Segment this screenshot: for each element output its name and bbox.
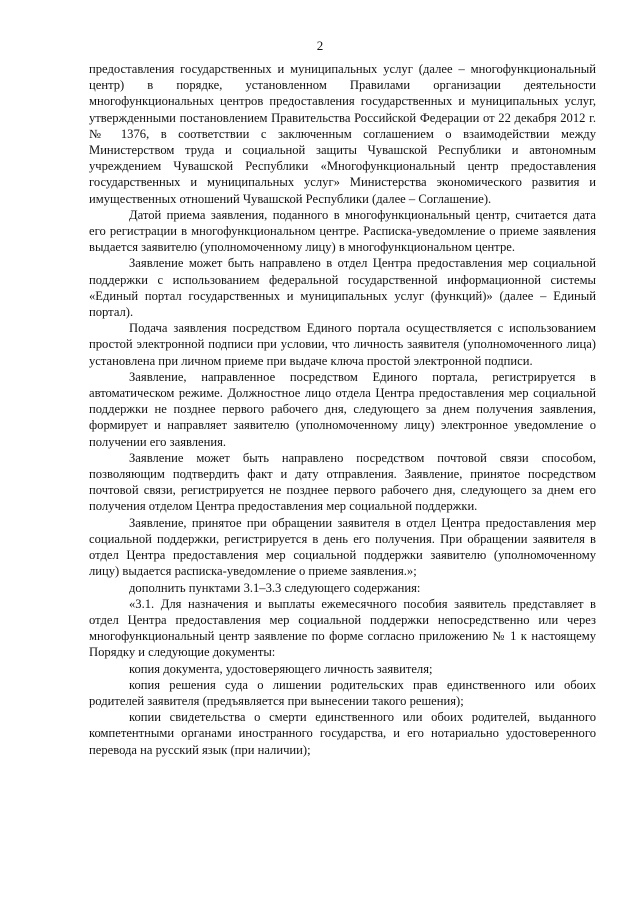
paragraph-7: Заявление, принятое при обращении заявителя в отдел Центра предоставления мер социальной поддержки, регистрируется в день его получения. При обращении заявителя в отдел Центра предоставления мер социальной поддержки заявителю (уполномоченному лицу) выдается расписка-уведомление о приеме заявления.»; [89,515,596,579]
page-number: 2 [316,38,324,53]
paragraph-10: копия документа, удостоверяющего личность заявителя; [129,661,433,676]
paragraph-1: предоставления государственных и муниципальных услуг (далее – многофункциональный центр) в порядке, установленном Правилами организации деятельности многофункциональных центров предоставления государственных и муниципальных услуг, утвержденными постановлением Правительства Российской Федерации от 22 декабря 2012 г. № 1376, в соответствии с заключенным соглашением о взаимодействии между Министерством труда и социальной защиты Чувашской Республики и автономным учреждением Чувашской Республики «Многофункциональный центр предоставления государственных и муниципальных услуг» Министерства экономического развития и имущественных отношений Чувашской Республики (далее – Соглашение). [89,62,596,206]
paragraph-5: Заявление, направленное посредством Единого портала, регистрируется в автоматическом режиме. Должностное лицо отдела Центра предоставления мер социальной поддержки не позднее первого рабочего дня, следующего за днем получения заявления, формирует и направляет заявителю (уполномоченному лицу) электронное уведомление о получении его заявления. [89,369,596,449]
paragraph-2: Датой приема заявления, поданного в многофункциональный центр, считается дата его регистрации в многофункциональном центре. Расписка-уведомление о приеме заявления выдается заявителю (уполномоченному лицу) в многофункциональном центре. [89,207,596,255]
paragraph-3: Заявление может быть направлено в отдел Центра предоставления мер социальной поддержки с использованием федеральной государственной информационной системы «Единый портал государственных и муниципальных услуг (функций)» (далее – Единый портал). [89,256,596,320]
paragraph-4: Подача заявления посредством Единого портала осуществляется с использованием простой электронной подписи при условии, что личность заявителя (уполномоченного лица) установлена при личном приеме при выдаче ключа простой электронной подписи. [89,321,596,368]
document-body [89,61,596,758]
paragraph-8: дополнить пунктами 3.1–3.3 следующего содержания: [129,580,421,595]
paragraph-11: копия решения суда о лишении родительских прав единственного или обоих родителей заявителя (предъявляется при вынесении такого решения); [89,677,596,708]
paragraph-6: Заявление может быть направлено посредством почтовой связи способом, позволяющим подтвердить факт и дату отправления. Заявление, принятое посредством почтовой связи, регистрируется не позднее первого рабочего дня, следующего за днем его получения отделом Центра предоставления мер социальной поддержки. [89,450,596,514]
paragraph-9: «3.1. Для назначения и выплаты ежемесячного пособия заявитель представляет в отдел Центра предоставления мер социальной поддержки непосредственно или через многофункциональный центр заявление по форме согласно приложению № 1 к настоящему Порядку и следующие документы: [89,596,596,660]
paragraph-12: копии свидетельства о смерти единственного или обоих родителей, выданного компетентными органами иностранного государства, и его нотариально удостоверенного перевода на русский язык (при наличии); [89,710,596,757]
